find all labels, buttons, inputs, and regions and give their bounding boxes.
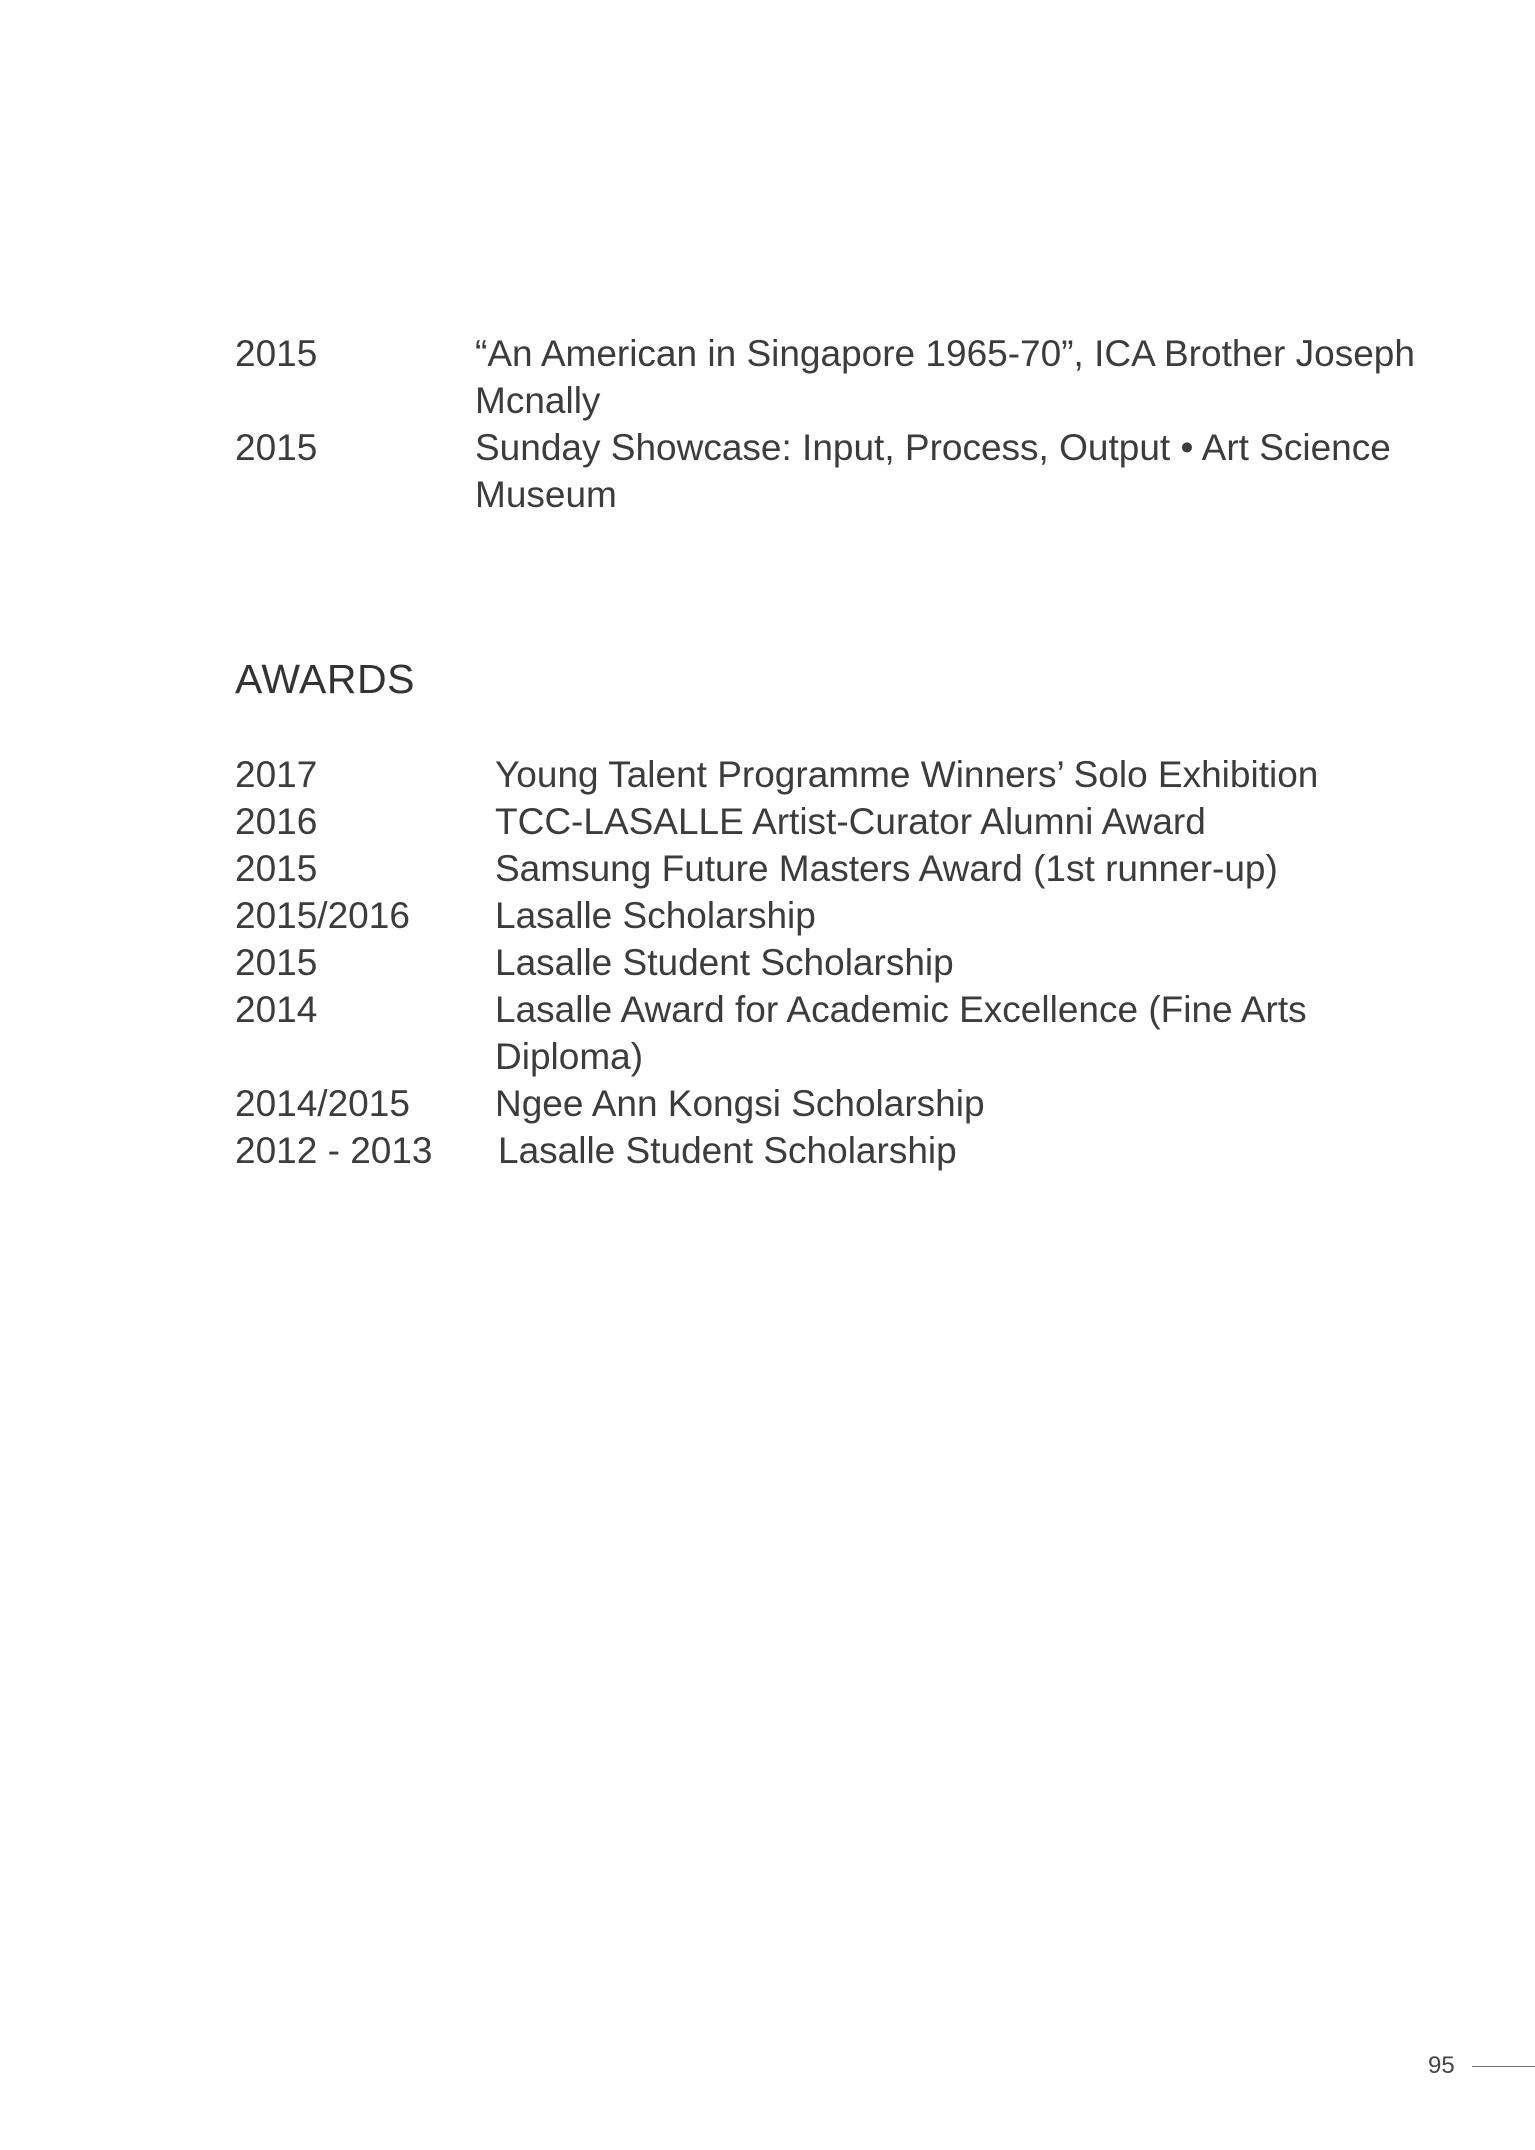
award-title: Lasalle Student Scholarship xyxy=(498,1130,957,1171)
award-entry xyxy=(0,1080,1535,1127)
award-title: Lasalle Student Scholarship xyxy=(495,942,954,983)
award-title: Lasalle Scholarship xyxy=(495,895,816,936)
award-entry xyxy=(0,986,1535,1080)
award-entry xyxy=(0,1127,1535,1174)
award-entry xyxy=(0,939,1535,986)
exhibition-title: “An American in Singapore 1965-70”, ICA Brother Joseph Mcnally xyxy=(475,333,1415,421)
award-year: 2014 xyxy=(235,989,318,1030)
exhibition-title: Sunday Showcase: Input, Process, Output • Art Science Museum xyxy=(475,427,1391,515)
award-entry xyxy=(0,892,1535,939)
award-title: Samsung Future Masters Award (1st runner-up) xyxy=(495,848,1278,889)
award-title: Young Talent Programme Winners’ Solo Exhibition xyxy=(495,754,1319,795)
award-title: Lasalle Award for Academic Excellence (Fine Arts Diploma) xyxy=(495,989,1307,1077)
exhibition-year: 2015 xyxy=(235,333,318,374)
award-title: TCC-LASALLE Artist-Curator Alumni Award xyxy=(495,801,1206,842)
award-year: 2016 xyxy=(235,801,318,842)
award-year: 2015/2016 xyxy=(235,895,410,936)
award-year: 2014/2015 xyxy=(235,1083,410,1124)
award-year: 2012 - 2013 xyxy=(235,1130,433,1171)
awards-heading: AWARDS xyxy=(235,656,415,702)
award-entry xyxy=(0,798,1535,845)
award-year: 2015 xyxy=(235,848,318,889)
award-entry xyxy=(0,751,1535,798)
page-number-rule xyxy=(1472,2066,1535,2067)
page-number: 95 xyxy=(1428,2052,1455,2079)
award-entry xyxy=(0,845,1535,892)
award-year: 2017 xyxy=(235,754,318,795)
exhibition-year: 2015 xyxy=(235,427,318,468)
exhibition-entry xyxy=(0,424,1535,518)
award-year: 2015 xyxy=(235,942,318,983)
exhibition-entry xyxy=(0,330,1535,424)
award-title: Ngee Ann Kongsi Scholarship xyxy=(495,1083,985,1124)
